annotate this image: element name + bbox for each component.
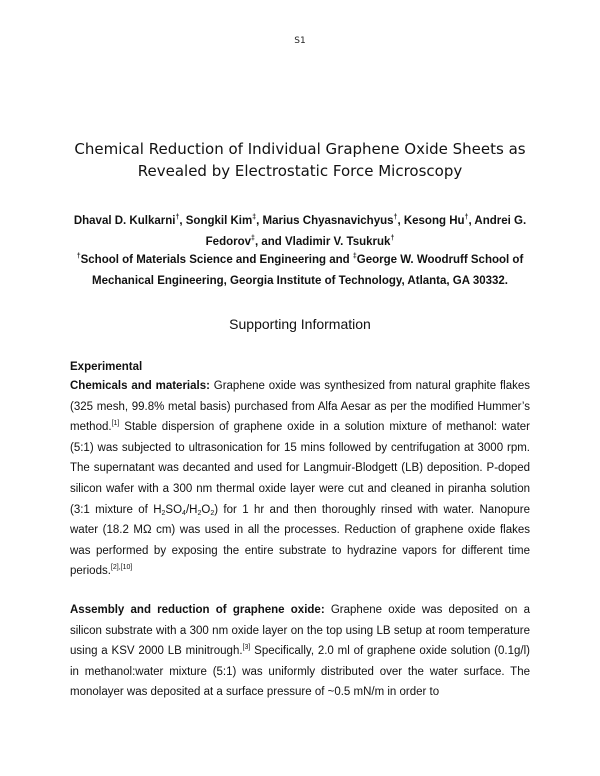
author-name: Marius Chyasnavichyus bbox=[262, 215, 394, 227]
paragraph-text: Specifically, 2.0 ml of graphene oxide solution (0.1g/l) in methanol:water mixture (5:1) was uniformly distributed over the water surface. The monolayer was deposited at a surface pressure of ~0.5 mN/m in order to bbox=[70, 645, 530, 699]
author-mark: † bbox=[390, 235, 395, 242]
reference-marker: [3] bbox=[242, 644, 251, 652]
paper-title bbox=[60, 138, 540, 182]
separator: , bbox=[468, 215, 475, 227]
supporting-information-heading: Supporting Information bbox=[229, 316, 371, 332]
author-mark: † bbox=[393, 214, 398, 221]
subscript: 4 bbox=[182, 509, 186, 517]
author-name: Kesong Hu bbox=[403, 215, 465, 227]
reference-marker: [1] bbox=[111, 420, 120, 428]
affiliation-mark: † bbox=[76, 253, 81, 260]
author-mark: † bbox=[464, 214, 469, 221]
title-line-2: Revealed by Electrostatic Force Microscopy bbox=[137, 162, 463, 180]
subscript: 2 bbox=[210, 509, 215, 517]
paragraph-text: /H bbox=[185, 503, 198, 516]
author-name: Vladimir V. Tsukruk bbox=[284, 236, 391, 248]
paragraph-lead: Chemicals and materials: bbox=[70, 380, 210, 392]
paragraph-text: Graphene oxide was synthesized from natural graphite flakes (325 mesh, 99.8% metal basis) purchased from Alfa Aesar as per the modified Hummer’s method. bbox=[70, 380, 530, 434]
affiliation-text: School of Materials Science and Engineering and bbox=[80, 254, 353, 266]
paragraph-text: ) for 1 hr and then thoroughly rinsed with water. Nanopure water (18.2 MΩ cm) was used in all the processes. Reduction of graphene oxide flakes was performed by exposing the entire substrate to hydrazine vapors for different time periods. bbox=[70, 503, 530, 578]
author-name: Dhaval D. Kulkarni bbox=[73, 215, 176, 227]
paragraph-text: SO bbox=[165, 503, 183, 516]
assembly-paragraph bbox=[70, 600, 530, 703]
title-line-1: Chemical Reduction of Individual Graphene Oxide Sheets as bbox=[74, 140, 526, 158]
page-number: S1 bbox=[294, 36, 306, 46]
author-mark: † bbox=[175, 214, 180, 221]
author-list bbox=[60, 211, 540, 253]
chemicals-paragraph bbox=[70, 376, 530, 582]
paragraph-lead: Assembly and reduction of graphene oxide: bbox=[70, 604, 325, 616]
reference-marker: [2],[10] bbox=[110, 564, 133, 572]
subscript: 2 bbox=[161, 509, 166, 517]
author-name: Andrei G. Fedorov bbox=[205, 215, 527, 248]
affiliation bbox=[62, 250, 538, 292]
paragraph-text: Graphene oxide was deposited on a silicon substrate with a 300 nm oxide layer on the top using LB setup at room temperature using a KSV 2000 LB minitrough. bbox=[70, 604, 531, 658]
subscript: 2 bbox=[197, 509, 202, 517]
separator: , bbox=[179, 215, 186, 227]
separator: , bbox=[397, 215, 404, 227]
author-mark: ‡ bbox=[251, 235, 255, 242]
author-name: Songkil Kim bbox=[185, 215, 253, 227]
separator: , bbox=[256, 215, 263, 227]
affiliation-mark: ‡ bbox=[352, 253, 357, 260]
affiliation-text: George W. Woodruff School of Mechanical Engineering, Georgia Institute of Technology, Atlanta, GA 30332. bbox=[92, 254, 524, 287]
paragraph-text: Stable dispersion of graphene oxide in a solution mixture of methanol: water (5:1) was subjected to ultrasonication for 15 mins followed by centrifugation at 3000 rpm. The supernatant was decanted and used for Langmuir-Blodgett (LB) deposition. P-doped silicon wafer with a 300 nm thermal oxide layer were cut and cleaned in piranha solution (3:1 mixture of H bbox=[70, 421, 530, 516]
author-mark: ‡ bbox=[252, 214, 257, 221]
experimental-heading: Experimental bbox=[70, 361, 143, 373]
separator: , and bbox=[254, 236, 285, 248]
paragraph-text: O bbox=[201, 503, 211, 516]
